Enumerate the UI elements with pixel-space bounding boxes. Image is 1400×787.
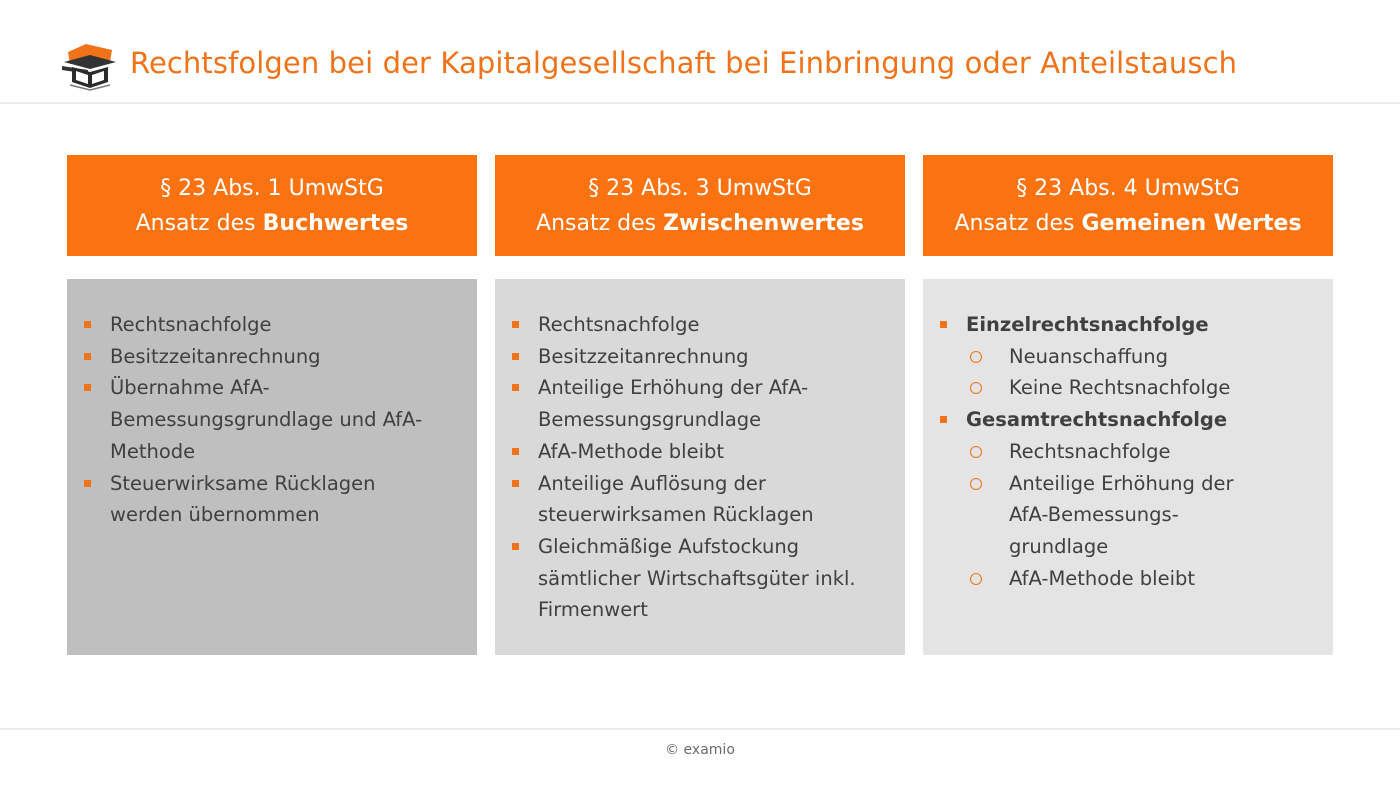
heading-prefix: Ansatz des xyxy=(536,210,664,236)
column-header-zwischenwert xyxy=(495,155,905,256)
bullet-list xyxy=(81,309,463,531)
group-label: Gesamtrechtsnachfolge xyxy=(966,408,1228,432)
list-item: Rechtsnachfolge xyxy=(509,309,891,341)
list-item: Steuerwirksame Rücklagen werden übernommen xyxy=(81,468,401,531)
list-item: Rechtsnachfolge xyxy=(81,309,463,341)
column-header-buchwert xyxy=(67,155,477,256)
list-item: Gleichmäßige Aufstockung sämtlicher Wirtschaftsgüter inkl. Firmenwert xyxy=(509,531,891,626)
list-item: Anteilige Erhöhung der AfA-Bemessungsgrundlage xyxy=(509,372,829,435)
column-body-zwischenwert xyxy=(495,279,905,655)
list-group xyxy=(937,404,1319,594)
list-item: AfA-Methode bleibt xyxy=(509,436,891,468)
column-body-buchwert xyxy=(67,279,477,655)
column-header-line1: § 23 Abs. 3 UmwStG xyxy=(588,175,812,201)
bullet-list xyxy=(937,309,1319,594)
column-header-line2 xyxy=(136,206,409,241)
column-header-line1: § 23 Abs. 1 UmwStG xyxy=(160,175,384,201)
footer-divider xyxy=(0,728,1400,730)
sub-list xyxy=(937,341,1319,404)
heading-bold: Gemeinen Wertes xyxy=(1081,210,1302,236)
heading-prefix: Ansatz des xyxy=(954,210,1082,236)
list-item: Besitzzeitanrechnung xyxy=(81,341,463,373)
sub-list-item: Neuanschaffung xyxy=(937,341,1319,373)
page-title: Rechtsfolgen bei der Kapitalgesellschaft bei Einbringung oder Anteilstausch xyxy=(130,46,1238,80)
column-header-line1: § 23 Abs. 4 UmwStG xyxy=(1016,175,1240,201)
sub-list xyxy=(937,436,1319,595)
footer-copyright: © examio xyxy=(665,742,735,758)
column-header-line2 xyxy=(954,206,1301,241)
list-item: Übernahme AfA-Bemessungsgrundlage und AfA-Methode xyxy=(81,372,436,467)
column-body-gemeiner-wert xyxy=(923,279,1333,655)
sub-list-item: AfA-Methode bleibt xyxy=(937,563,1319,595)
list-group xyxy=(937,309,1319,404)
heading-bold: Zwischenwertes xyxy=(663,210,864,236)
group-label: Einzelrechtsnachfolge xyxy=(966,313,1209,336)
header-bar xyxy=(0,0,1400,104)
list-item: Anteilige Auflösung der steuerwirksamen Rücklagen xyxy=(509,468,844,531)
sub-list-item: Anteilige Erhöhung der AfA-Bemessungs-grundlage xyxy=(937,468,1277,563)
sub-list-item: Keine Rechtsnachfolge xyxy=(937,372,1319,404)
list-item: Besitzzeitanrechnung xyxy=(509,341,891,373)
column-header-gemeiner-wert xyxy=(923,155,1333,256)
sub-list-item: Rechtsnachfolge xyxy=(937,436,1319,468)
heading-bold: Buchwertes xyxy=(262,210,409,236)
heading-prefix: Ansatz des xyxy=(135,210,263,236)
graduation-cap-book-icon xyxy=(60,42,118,92)
column-header-line2 xyxy=(536,206,864,241)
bullet-list xyxy=(509,309,891,626)
